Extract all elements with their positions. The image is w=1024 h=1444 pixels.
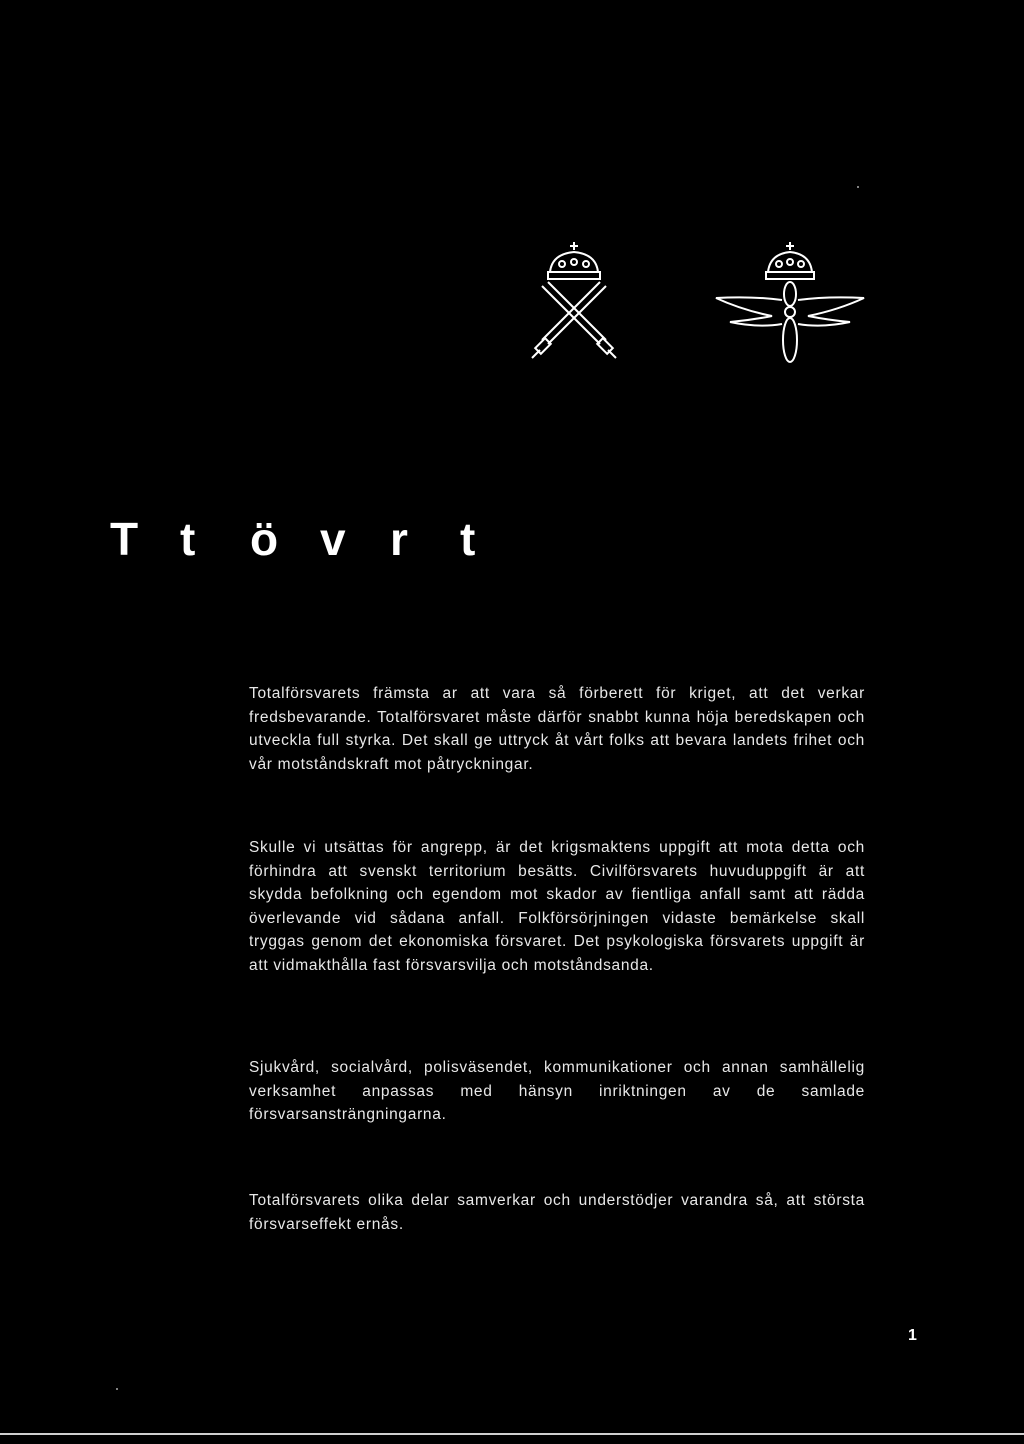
speck (116, 1388, 118, 1390)
title-letter: T (110, 513, 139, 565)
army-emblem-icon (528, 240, 620, 362)
speck (857, 186, 859, 188)
air-force-emblem-icon (712, 240, 868, 366)
page-number: 1 (908, 1327, 917, 1344)
bottom-rule (0, 1433, 1024, 1435)
page-title (110, 512, 530, 566)
title-letter: t (180, 513, 196, 565)
title-letter: ö (250, 513, 279, 565)
paragraph-1: Totalförsvarets främsta ar att vara så förberett för kriget, att det verkar fredsbevarande. Totalförsvaret måste därför snabbt kunna höja beredskapen och utveckla full styrka. Det skall ge uttryck åt vårt folks att bevara landets frihet och vår motståndskraft mot påtryckningar. (249, 685, 865, 773)
paragraph-3: Sjukvård, socialvård, polisväsendet, kommunikationer och annan samhällelig verksamhet anpassas med hänsyn inriktningen av de samlade försvarsansträngningarna. (249, 1059, 865, 1123)
paragraph-4: Totalförsvarets olika delar samverkar och understödjer varandra så, att största försvarseffekt ernås. (249, 1192, 865, 1233)
title-letter: v (320, 513, 346, 565)
title-letter: t (460, 513, 476, 565)
title-letter: r (390, 513, 408, 565)
paragraph-2: Skulle vi utsättas för angrepp, är det krigsmaktens uppgift att mota detta och förhindra att svenskt territorium besätts. Civilförsvarets huvuduppgift är att skydda befolkning och egendom mot skador av fientliga anfall samt att rädda överlevande vid sådana anfall. Folkförsörjningen vidaste bemärkelse skall tryggas genom det ekonomiska försvaret. Det psykologiska försvarets uppgift är att vidmakthålla fast försvarsvilja och motståndsanda. (249, 839, 865, 974)
